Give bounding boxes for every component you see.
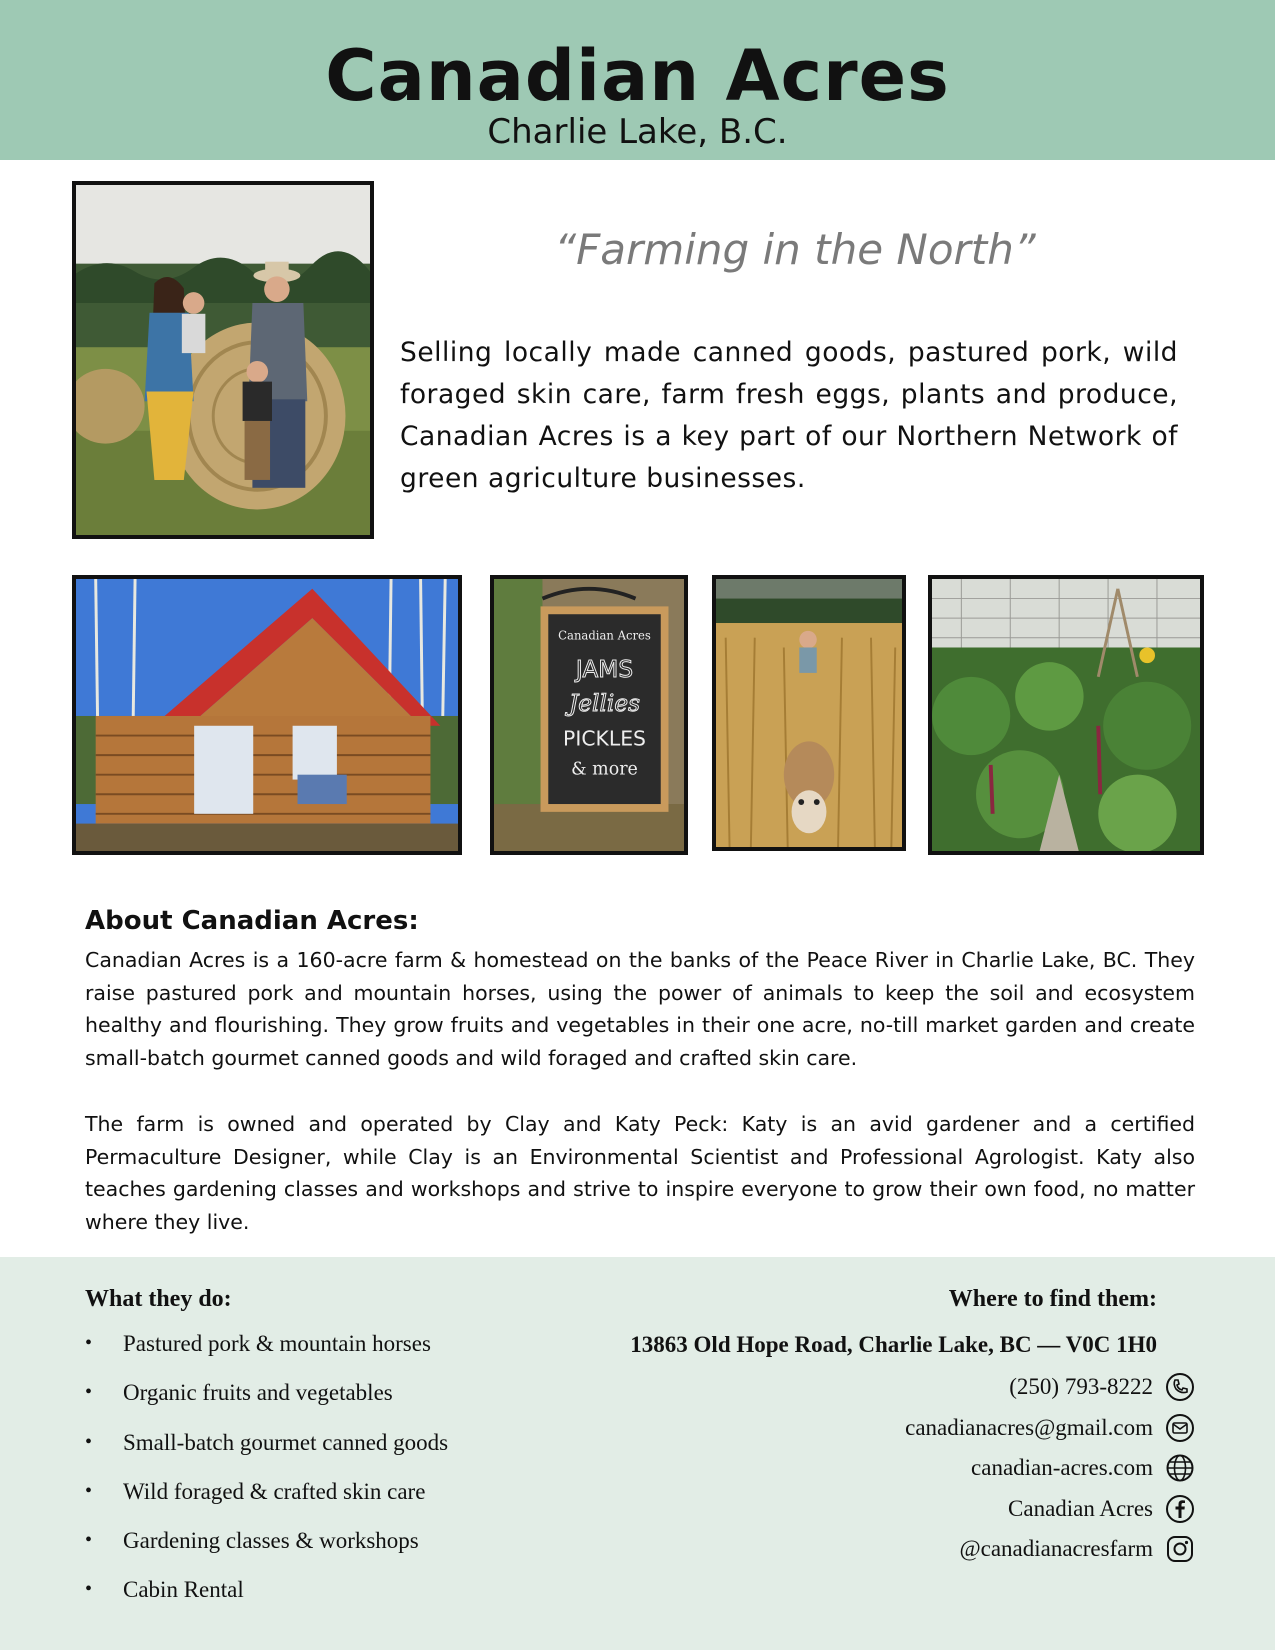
signboard-line-1: JAMS xyxy=(575,654,634,683)
instagram-icon xyxy=(1165,1534,1195,1564)
email-link[interactable]: canadianacres@gmail.com xyxy=(905,1415,1153,1440)
facebook-link[interactable]: Canadian Acres xyxy=(1008,1496,1153,1521)
instagram-contact[interactable] xyxy=(959,1532,1195,1566)
intro-text: Selling locally made canned goods, pastured pork, wild foraged skin care, farm fresh eggs, plants and produce, Canadian Acres is a key part of our Northern Network of green agriculture businesses. xyxy=(400,337,1178,494)
where-heading: Where to find them: xyxy=(948,1286,1157,1312)
email-contact[interactable] xyxy=(905,1411,1195,1445)
list-item: • Wild foraged & crafted skin care xyxy=(85,1478,426,1504)
phone-contact xyxy=(1009,1370,1195,1404)
website-contact[interactable] xyxy=(971,1451,1195,1485)
field-photo xyxy=(712,575,906,851)
services-list xyxy=(85,1319,448,1615)
address: 13863 Old Hope Road, Charlie Lake, BC — V0C 1H0 xyxy=(630,1332,1157,1357)
facebook-icon xyxy=(1165,1494,1195,1524)
garden-photo xyxy=(928,575,1204,855)
list-item: • Pastured pork & mountain horses xyxy=(85,1331,431,1356)
signboard-brand: Canadian Acres xyxy=(558,628,651,643)
facebook-contact[interactable] xyxy=(1008,1492,1195,1526)
about-paragraph-2: The farm is owned and operated by Clay and Katy Peck: Katy is an avid gardener and a certified Permaculture Designer, while Clay is an Environmental Scientist and Professional Agrologist. Katy also teaches gardening classes and workshops and strive to inspire everyone to grow their own food, no matter where they live. xyxy=(85,1112,1195,1234)
cabin-photo xyxy=(72,575,462,855)
tagline: “Farming in the North” xyxy=(554,225,1036,274)
footer-panel xyxy=(0,1257,1275,1650)
phone-icon xyxy=(1165,1372,1195,1402)
instagram-link[interactable]: @canadianacresfarm xyxy=(959,1536,1153,1561)
about-paragraph-1: Canadian Acres is a 160-acre farm & homestead on the banks of the Peace River in Charlie Lake, BC. They raise pastured pork and mountain horses, using the power of animals to keep the soil and ecosystem healthy and flourishing. They grow fruits and vegetables in their one acre, no-till market garden and create small-batch gourmet canned goods and wild foraged and crafted skin care. xyxy=(85,948,1195,1070)
signboard-line-3: PICKLES xyxy=(563,726,646,751)
phone-number: (250) 793-8222 xyxy=(1009,1374,1153,1399)
list-item: • Cabin Rental xyxy=(85,1577,244,1603)
list-item: • Gardening classes & workshops xyxy=(85,1528,419,1554)
page-title: Canadian Acres xyxy=(325,35,950,117)
website-link[interactable]: canadian-acres.com xyxy=(971,1455,1153,1480)
list-item: • Organic fruits and vegetables xyxy=(85,1380,393,1406)
page-subtitle: Charlie Lake, B.C. xyxy=(487,112,788,152)
email-icon xyxy=(1165,1413,1195,1443)
list-item: • Small-batch gourmet canned goods xyxy=(85,1429,449,1455)
signboard-photo xyxy=(490,575,688,855)
family-photo xyxy=(72,181,374,539)
globe-icon xyxy=(1165,1453,1195,1483)
signboard-line-2: Jellies xyxy=(568,688,641,718)
signboard-line-4: & more xyxy=(571,759,638,780)
what-heading: What they do: xyxy=(85,1286,232,1312)
about-heading: About Canadian Acres: xyxy=(85,906,419,936)
header-banner xyxy=(0,0,1275,160)
